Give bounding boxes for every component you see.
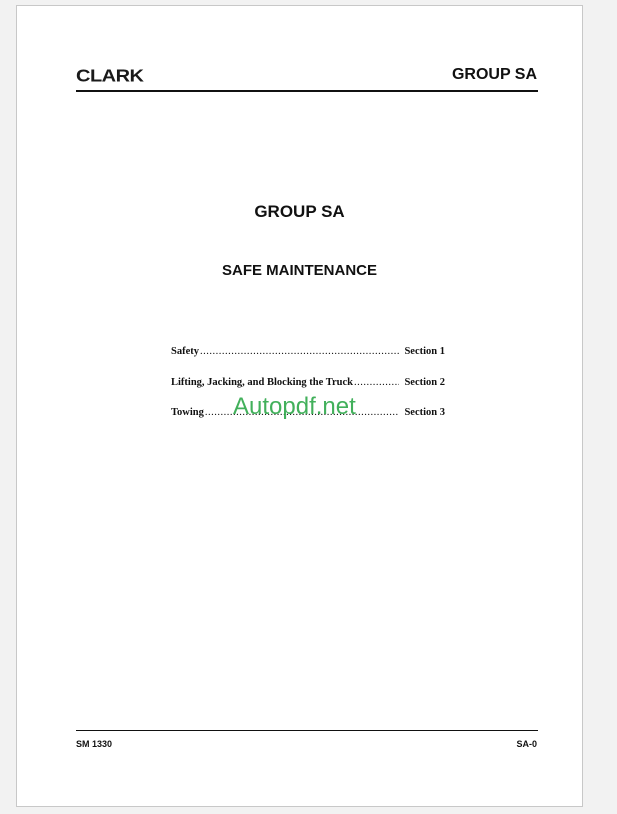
- toc-section-label: Section 3: [404, 407, 445, 418]
- toc-entry-label: Lifting, Jacking, and Blocking the Truck: [171, 376, 353, 388]
- watermark-text: Autopdf.net: [233, 393, 356, 420]
- toc-entry-label: Safety: [171, 346, 199, 357]
- footer-divider: [76, 730, 538, 731]
- page-subtitle: SAFE MAINTENANCE: [221, 262, 377, 279]
- toc-item[interactable]: [171, 346, 445, 377]
- page-title: GROUP SA: [254, 202, 345, 221]
- table-of-contents: [171, 346, 445, 438]
- header-group-label: GROUP SA: [451, 66, 537, 83]
- toc-section-label: Section 2: [404, 376, 445, 388]
- toc-leader-dots: [354, 377, 400, 388]
- toc-entry-label: Towing: [171, 407, 204, 418]
- footer-manual-number: SM 1330: [76, 739, 113, 749]
- footer-page-number: SA-0: [516, 739, 537, 749]
- toc-section-label: Section 1: [404, 346, 445, 357]
- header-divider: [76, 90, 538, 92]
- toc-leader-dots: [200, 346, 399, 357]
- clark-logo: CLARK: [76, 66, 144, 86]
- document-page: [16, 5, 583, 807]
